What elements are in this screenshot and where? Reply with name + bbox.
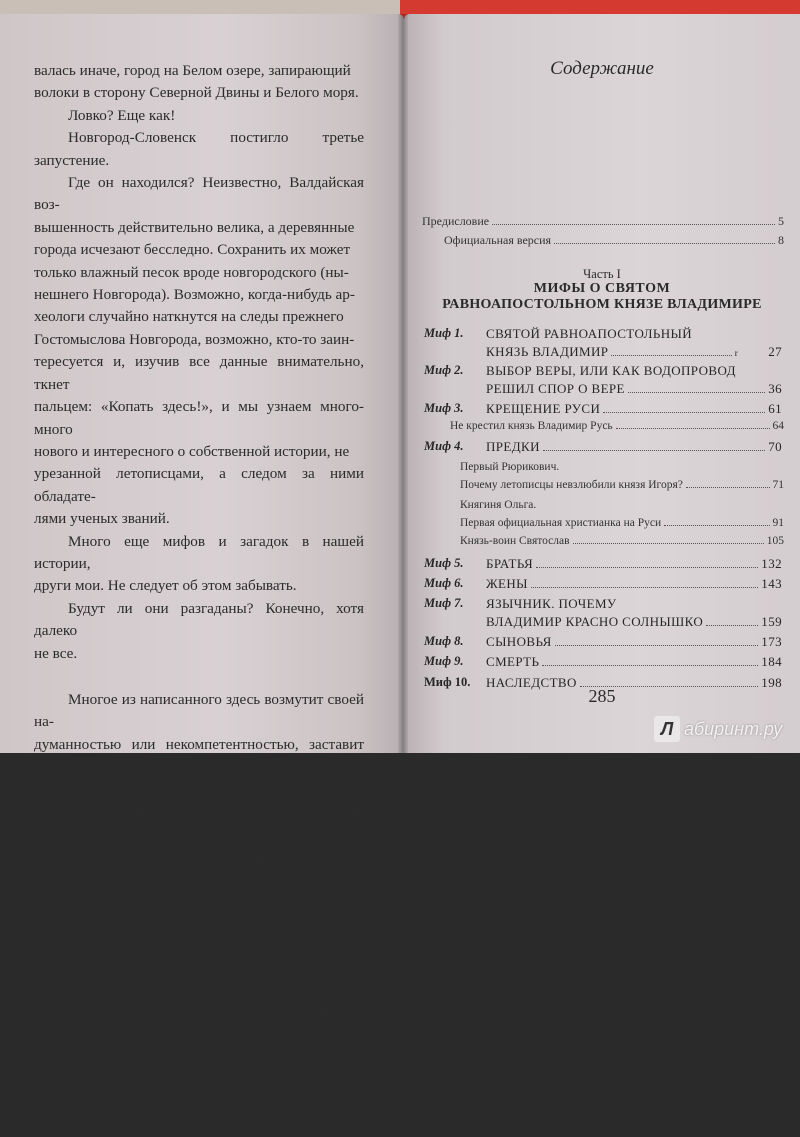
text-line: Будут ли они разгаданы? Конечно, хотя далеко: [34, 599, 364, 640]
toc-myth-entry: [424, 596, 782, 632]
text-line: с собой не всегда согласна, не так уж давно писала: [34, 870, 364, 888]
subentry-label: Первая официальная христианка на Руси: [460, 517, 662, 529]
text-line: города исчезают бесследно. Сохранить их может: [34, 241, 351, 259]
myth-title: ЯЗЫЧНИК. ПОЧЕМУ: [486, 596, 617, 611]
toc-title: Содержание: [550, 58, 654, 79]
text-line: Где он находился? Неизвестно, Валдайская воз-: [34, 174, 364, 214]
toc-subentry: [460, 517, 784, 530]
text-line: Ловко? Еще как!: [68, 106, 176, 124]
text-line: волоки в сторону Северной Двины и Белого моря.: [34, 84, 359, 102]
subentry-label: Первый Рюрикович.: [460, 461, 560, 473]
text-line: равно.: [34, 1116, 76, 1134]
leader-dots: [664, 525, 769, 526]
subentry-label: Князь-воин Святослав: [460, 535, 570, 547]
myth-label: Миф 6.: [424, 576, 464, 590]
leader-dots: [686, 487, 770, 488]
myth-label: Миф 8.: [424, 634, 464, 648]
text-line: Гостомыслова Новгорода, возможно, кто-то заин-: [34, 330, 355, 348]
paragraph-gap: [34, 665, 364, 689]
page-mark: r: [734, 348, 739, 358]
myth-title: ЖЕНЫ: [486, 576, 528, 591]
text-line: Дерзайте открывать ее снова и снова. И если для: [34, 1004, 364, 1045]
leader-dots: [573, 543, 764, 544]
leader-dots: [628, 392, 765, 393]
myth-title: ВЛАДИМИР КРАСНО СОЛНЫШКО: [486, 614, 704, 629]
leader-dots: [603, 412, 765, 413]
book-gutter: [398, 14, 408, 753]
text-line: Многое из написанного здесь возмутит своей на-: [34, 690, 364, 731]
text-line: тали книгу. А по поводу несогласия... так я и сама: [34, 847, 358, 865]
toc-entry-page: 105: [766, 535, 784, 547]
text-line: вышенность действительно велика, а деревянные: [34, 218, 355, 236]
watermark: [654, 714, 794, 744]
myth-title: СМЕРТЬ: [486, 654, 540, 669]
myth-title: ВЫБОР ВЕРЫ, ИЛИ КАК ВОДОПРОВОД: [486, 363, 736, 378]
leader-dots: [536, 567, 758, 568]
myth-title: СЫНОВЬЯ: [486, 634, 552, 649]
leader-dots: [555, 645, 759, 646]
toc-entry: [444, 232, 784, 248]
text-line: морщиться или вовсе сесть к клавиатуре.: [34, 780, 302, 798]
toc-entry-label: Предисловие: [422, 214, 490, 228]
toc-entry-page: 36: [768, 381, 782, 396]
myth-title: НАСЛЕДСТВО: [486, 675, 577, 690]
toc-entry-page: 173: [761, 634, 782, 649]
part-title-line2: РАВНОАПОСТОЛЬНОМ КНЯЗЕ ВЛАДИМИРЕ: [442, 297, 762, 312]
myth-label: Миф 3.: [424, 401, 464, 415]
myth-title: БРАТЬЯ: [486, 556, 534, 571]
myth-label: Миф 9.: [424, 654, 464, 668]
toc-entry: [422, 213, 784, 229]
text-line: истину в последней инстанции, истина она в дви-: [34, 937, 356, 955]
leader-dots: [542, 665, 758, 666]
text-line: тересуется и, изучив все данные внимательно, ткнет: [34, 353, 364, 393]
text-line: пальцем: «Копать здесь!», и мы узнаем много-много: [34, 398, 364, 438]
toc-myth-entry: [424, 576, 782, 594]
myth-label: Миф 5.: [424, 556, 464, 570]
toc-myth-entry: [424, 439, 782, 457]
toc-entry-page: 184: [761, 654, 782, 669]
subentry-label: Почему летописцы невзлюбили князя Игоря?: [460, 479, 683, 491]
toc-myth-entry: [424, 401, 782, 419]
leader-dots: [616, 428, 770, 429]
text-line: нечто отличное от этого текста. Нельзя утверждать: [34, 892, 364, 933]
leader-dots: [492, 224, 775, 225]
myth-label: Миф 7.: [424, 596, 464, 610]
text-line: этого вам понадобится разнести мои размышления: [34, 1049, 364, 1089]
leader-dots: [611, 355, 731, 356]
toc-myth-entry: [424, 654, 782, 672]
part-title-line1: МИФЫ О СВЯТОМ: [533, 281, 671, 296]
part-number: Часть I: [583, 267, 621, 281]
myth-label: Миф 1.: [424, 326, 464, 340]
text-line: нового и интересного о собственной истории, не: [34, 442, 350, 460]
myth-title: КНЯЗЬ ВЛАДИМИР: [486, 344, 609, 359]
leader-dots: [543, 450, 765, 451]
toc-subentry: [460, 535, 784, 548]
toc-subentry: [460, 499, 784, 511]
toc-entry-page: 64: [772, 420, 784, 432]
labirint-logo-icon: Л: [654, 716, 680, 742]
watermark-text: абиринт.ру: [684, 718, 783, 739]
myth-label: Миф 10.: [424, 675, 471, 689]
text-line: не все.: [34, 644, 78, 662]
subentry-label: Не крестил князь Владимир Русь: [450, 420, 613, 432]
toc-entry-page: 143: [761, 576, 782, 591]
toc-entry-page: 159: [761, 614, 782, 629]
toc-entry-page: 61: [768, 401, 782, 416]
toc-entry-page: 91: [772, 517, 784, 529]
text-line: Это хорошо, это будет означать, что вы прочи-: [34, 803, 364, 843]
text-line: думанностью или некомпетентностью, заставит по-: [34, 735, 364, 776]
toc-entry-page: 132: [761, 556, 782, 571]
toc-entry-page: 5: [778, 214, 784, 228]
toc-entry-label: Официальная версия: [444, 233, 552, 247]
text-line: нешнего Новгорода). Возможно, когда-нибудь ар-: [34, 286, 355, 304]
myth-label: Миф 4.: [424, 439, 464, 453]
text-line: урезанной летописцами, а следом за ними обладате-: [34, 465, 364, 505]
myth-title: РЕШИЛ СПОР О ВЕРЕ: [486, 381, 625, 396]
toc-entry-page: 70: [768, 439, 782, 454]
page-number: 285: [588, 686, 616, 706]
myth-title: СВЯТОЙ РАВНОАПОСТОЛЬНЫЙ: [486, 326, 693, 341]
toc-entry-page: 8: [778, 233, 784, 247]
myth-title: ПРЕДКИ: [486, 439, 540, 454]
myth-label: Миф 2.: [424, 363, 464, 377]
text-line: в пух и прах, я буду только рада, значит, вам не все: [34, 1094, 364, 1112]
left-page-text: [34, 60, 364, 1137]
toc-myth-entry: [424, 363, 782, 399]
toc-entry-page: 71: [772, 479, 784, 491]
myth-title: КРЕЩЕНИЕ РУСИ: [486, 401, 601, 416]
toc-subentry: [460, 461, 784, 473]
toc-entry-page: 27: [768, 344, 782, 359]
text-line: жении, не может быть застывшей. Ибо все, что за-: [34, 959, 361, 977]
text-line: стыло, мертво, а истина жива!: [34, 982, 230, 1000]
text-line: хеологи случайно наткнутся на следы прежнего: [34, 308, 344, 326]
subentry-label: Княгиня Ольга.: [460, 499, 537, 511]
toc-entry-page: 198: [761, 675, 782, 690]
toc-myth-entry: [424, 634, 782, 652]
text-line: лями ученых званий.: [34, 510, 170, 528]
toc-subentry: [450, 420, 784, 433]
leader-dots: [531, 587, 758, 588]
text-line: валась иначе, город на Белом озере, запирающий: [34, 62, 351, 79]
leader-dots: [554, 243, 775, 244]
text-line: други мои. Не следует об этом забывать.: [34, 577, 297, 595]
text-line: Новгород-Словенск постигло третье запустение.: [34, 129, 364, 169]
leader-dots: [706, 625, 758, 626]
text-line: только влажный песок вроде новгородского (ны-: [34, 263, 349, 281]
text-line: Много еще мифов и загадок в нашей истории,: [34, 532, 364, 572]
toc-myth-entry: [424, 556, 782, 574]
toc-myth-entry: [424, 326, 782, 362]
toc-subentry: [460, 479, 784, 492]
